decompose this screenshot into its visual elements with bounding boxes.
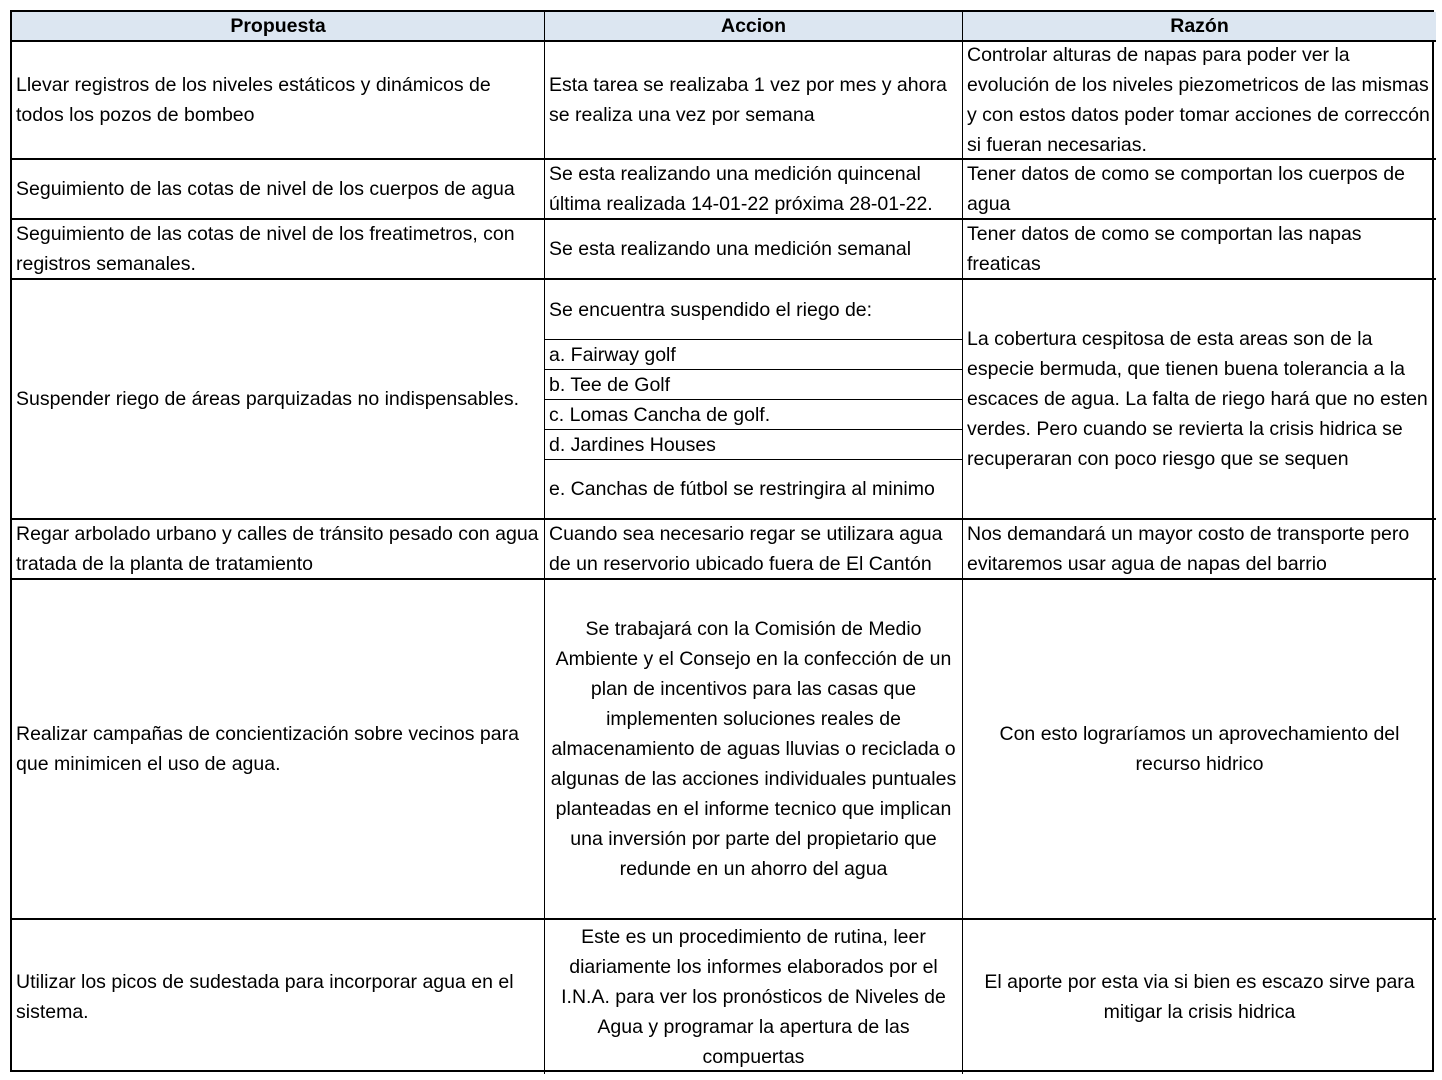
row-1-propuesta: Llevar registros de los niveles estáticos y dinámicos de todos los pozos de bombeo — [12, 42, 545, 160]
row-6-propuesta: Realizar campañas de concientización sobre vecinos para que minimicen el uso de agua. — [12, 580, 545, 920]
row-2-accion: Se esta realizando una medición quincenal última realizada 14-01-22 próxima 28-01-22. — [545, 160, 963, 220]
accion-intro: Se encuentra suspendido el riego de: — [545, 280, 962, 340]
header-razon: Razón — [963, 12, 1436, 42]
row-3-razon: Tener datos de como se comportan las napas freaticas — [963, 220, 1436, 280]
row-4-propuesta: Suspender riego de áreas parquizadas no indispensables. — [12, 280, 545, 520]
header-accion: Accion — [545, 12, 963, 42]
row-7-razon: El aporte por esta via si bien es escazo sirve para mitigar la crisis hidrica — [984, 971, 1415, 1023]
row-3-accion: Se esta realizando una medición semanal — [545, 220, 963, 280]
header-propuesta: Propuesta — [12, 12, 545, 42]
proposals-table — [10, 10, 1434, 1072]
row-6-accion: Se trabajará con la Comisión de Medio Ambiente y el Consejo en la confección de un plan de incentivos para las casas que implementen soluciones reales de almacenamiento de aguas lluvias o reciclada o algunas de las acciones individuales puntuales planteadas en el informe tecnico que implican una inversión por parte del propietario que redunde en un ahorro del agua — [545, 580, 963, 920]
row-1-accion: Esta tarea se realizaba 1 vez por mes y ahora se realiza una vez por semana — [545, 42, 963, 160]
row-5-propuesta: Regar arbolado urbano y calles de tránsito pesado con agua tratada de la planta de tratamiento — [12, 520, 545, 580]
row-5-razon: Nos demandará un mayor costo de transporte pero evitaremos usar agua de napas del barrio — [963, 520, 1436, 580]
row-7-propuesta: Utilizar los picos de sudestada para incorporar agua en el sistema. — [12, 920, 545, 1074]
accion-item-a: a. Fairway golf — [545, 340, 962, 370]
row-5-accion: Cuando sea necesario regar se utilizara agua de un reservorio ubicado fuera de El Cantón — [545, 520, 963, 580]
row-7-accion: Este es un procedimiento de rutina, leer diariamente los informes elaborados por el I.N.A. para ver los pronósticos de Niveles de Agua y programar la apertura de las compuertas — [545, 920, 963, 1074]
row-3-propuesta: Seguimiento de las cotas de nivel de los freatimetros, con registros semanales. — [12, 220, 545, 280]
row-1-razon: Controlar alturas de napas para poder ver la evolución de los niveles piezometricos de las mismas y con estos datos poder tomar acciones de correccón si fueran necesarias. — [963, 42, 1436, 160]
row-2-razon: Tener datos de como se comportan los cuerpos de agua — [963, 160, 1436, 220]
accion-item-b: b. Tee de Golf — [545, 370, 962, 400]
row-4-accion — [545, 280, 963, 520]
accion-item-d: d. Jardines Houses — [545, 430, 962, 460]
accion-item-c: c. Lomas Cancha de golf. — [545, 400, 962, 430]
row-4-razon: La cobertura cespitosa de esta areas son de la especie bermuda, que tienen buena tolerancia a la escaces de agua. La falta de riego hará que no esten verdes. Pero cuando se revierta la crisis hidrica se recuperaran con poco riesgo que se sequen — [963, 280, 1436, 520]
accion-item-e: e. Canchas de fútbol se restringira al minimo — [549, 478, 935, 500]
row-2-propuesta: Seguimiento de las cotas de nivel de los cuerpos de agua — [12, 160, 545, 220]
row-6-razon: Con esto lograríamos un aprovechamiento del recurso hidrico — [963, 580, 1436, 920]
